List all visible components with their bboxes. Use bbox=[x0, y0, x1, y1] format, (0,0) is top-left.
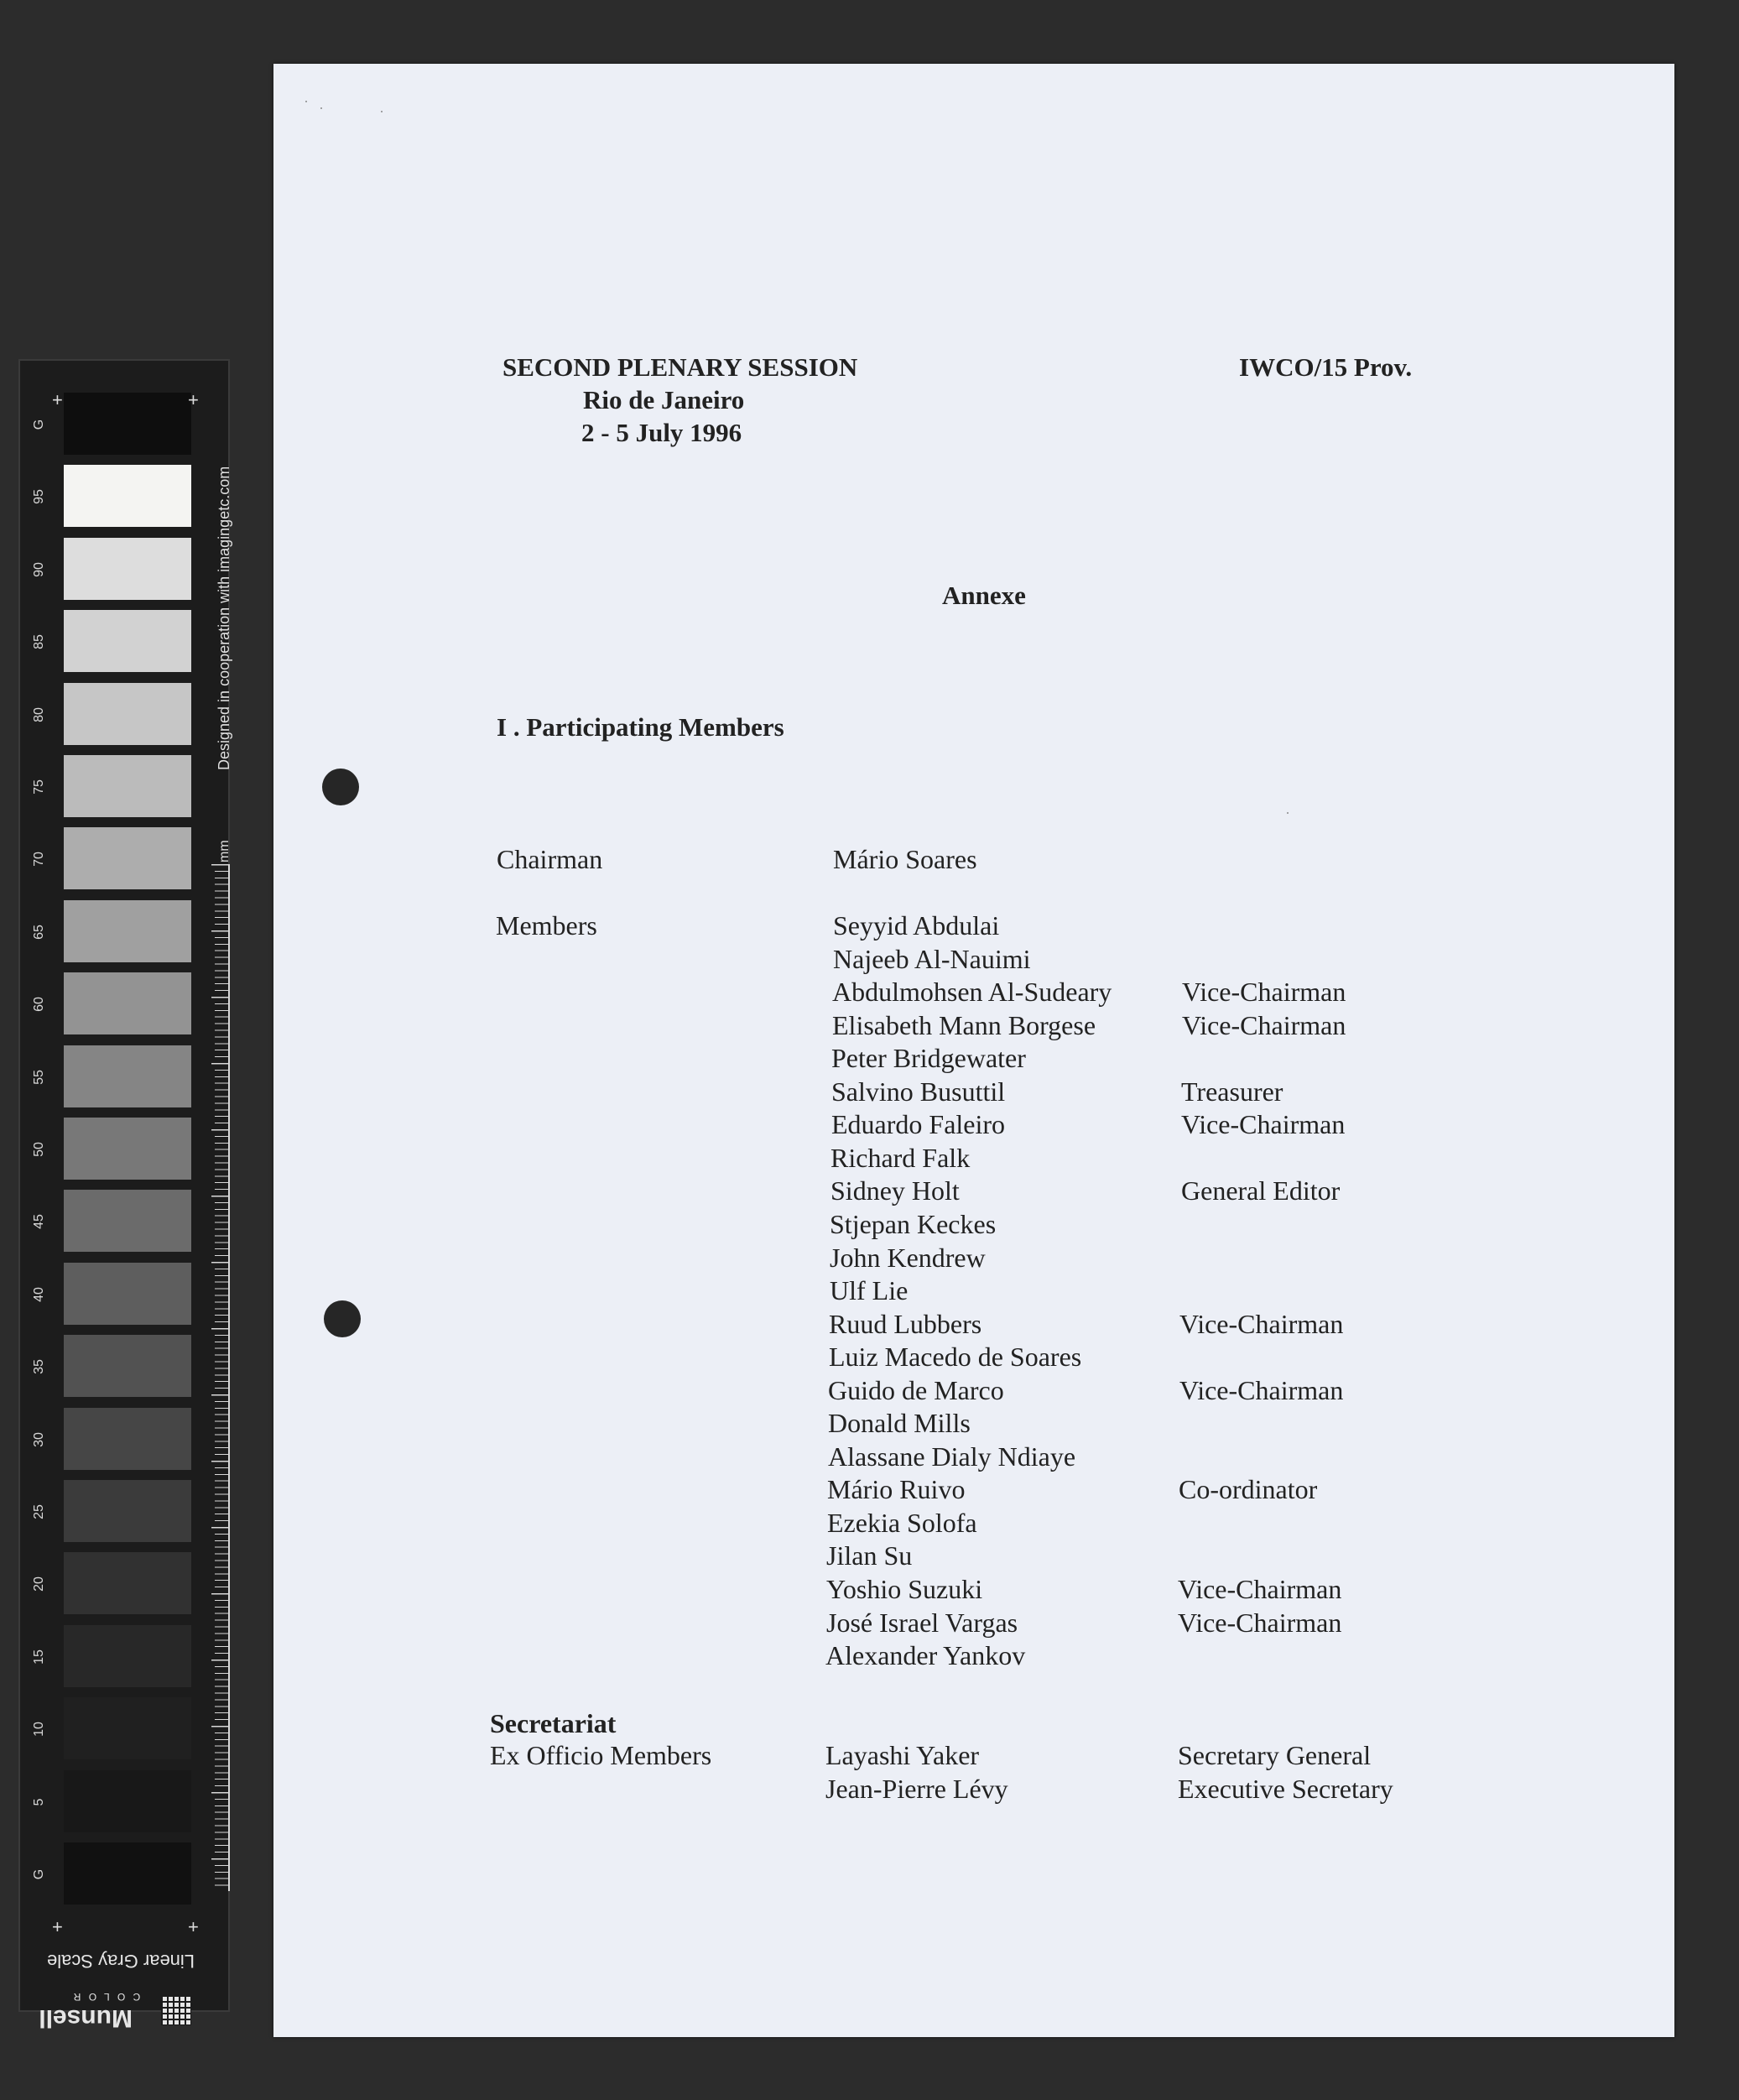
chairman-name: Mário Soares bbox=[833, 844, 977, 874]
punch-hole bbox=[324, 1300, 361, 1337]
member-role: Vice-Chairman bbox=[1182, 1009, 1346, 1040]
secretariat-name: Jean-Pierre Lévy bbox=[825, 1773, 1008, 1804]
member-role: Vice-Chairman bbox=[1181, 1109, 1346, 1140]
member-name: Salvino Busuttil bbox=[831, 1076, 1006, 1107]
gray-scale-target bbox=[18, 359, 232, 2032]
session-title: SECOND PLENARY SESSION bbox=[502, 352, 858, 382]
session-dates: 2 - 5 July 1996 bbox=[581, 418, 742, 447]
member-name: Najeeb Al-Nauimi bbox=[833, 943, 1031, 974]
gray-patch bbox=[64, 465, 191, 527]
gray-scale-label: 40 bbox=[32, 1286, 46, 1302]
member-name: Seyyid Abdulai bbox=[833, 910, 1000, 941]
member-name: José Israel Vargas bbox=[826, 1607, 1018, 1638]
gray-patch bbox=[64, 1552, 191, 1614]
ruler-edge bbox=[228, 864, 230, 1891]
product-name: Linear Gray Scale bbox=[46, 1951, 195, 1972]
chairman-label: Chairman bbox=[497, 844, 603, 874]
gray-patch bbox=[64, 1045, 191, 1107]
ex-officio-label: Ex Officio Members bbox=[490, 1740, 712, 1770]
gray-scale-label: 15 bbox=[32, 1649, 46, 1665]
gray-scale-label: 80 bbox=[32, 706, 46, 722]
member-name: Peter Bridgewater bbox=[831, 1043, 1026, 1074]
gray-scale-label: 50 bbox=[32, 1142, 46, 1157]
member-role: Vice-Chairman bbox=[1182, 977, 1346, 1008]
secretariat-name: Layashi Yaker bbox=[825, 1740, 980, 1770]
gray-scale-label: 35 bbox=[32, 1359, 46, 1375]
members-label: Members bbox=[496, 910, 597, 941]
gray-scale-label: 20 bbox=[32, 1576, 46, 1592]
gray-scale-label: 30 bbox=[32, 1431, 46, 1447]
annexe-title: Annexe bbox=[942, 581, 1026, 610]
paper-speck bbox=[381, 111, 383, 112]
member-role: Vice-Chairman bbox=[1178, 1607, 1342, 1638]
gray-patch bbox=[64, 1335, 191, 1397]
munsell-logo-icon bbox=[161, 1995, 191, 2025]
member-role: Treasurer bbox=[1181, 1076, 1283, 1107]
secretariat-role: Secretary General bbox=[1178, 1740, 1372, 1770]
session-location: Rio de Janeiro bbox=[583, 385, 745, 414]
member-role: Co-ordinator bbox=[1179, 1474, 1318, 1505]
member-name: Stjepan Keckes bbox=[830, 1208, 997, 1239]
gray-scale-label: 85 bbox=[32, 634, 46, 650]
member-name: Luiz Macedo de Soares bbox=[829, 1342, 1082, 1373]
member-name: Elisabeth Mann Borgese bbox=[832, 1009, 1096, 1040]
member-name: Donald Mills bbox=[828, 1408, 971, 1439]
member-name: Ezekia Solofa bbox=[827, 1507, 977, 1538]
member-name: Yoshio Suzuki bbox=[826, 1574, 983, 1604]
section-title: I . Participating Members bbox=[497, 712, 784, 742]
gray-patch bbox=[64, 1263, 191, 1325]
registration-mark-icon: + bbox=[52, 389, 63, 410]
secretariat-role: Executive Secretary bbox=[1178, 1773, 1393, 1804]
gray-patch bbox=[64, 1480, 191, 1542]
member-role: Vice-Chairman bbox=[1178, 1574, 1342, 1604]
gray-scale-label: 55 bbox=[32, 1069, 46, 1085]
member-name: Alassane Dialy Ndiaye bbox=[828, 1441, 1076, 1472]
gray-patch bbox=[64, 1190, 191, 1252]
punch-hole bbox=[322, 769, 359, 805]
paper-speck bbox=[1287, 812, 1289, 814]
member-name: Guido de Marco bbox=[828, 1374, 1004, 1405]
paper-speck bbox=[320, 107, 322, 109]
gray-patch bbox=[64, 1408, 191, 1470]
paper-speck bbox=[305, 101, 307, 102]
gray-scale-label: 45 bbox=[32, 1214, 46, 1230]
registration-mark-icon: + bbox=[188, 1916, 199, 1937]
gray-scale-label: 5 bbox=[32, 1798, 46, 1806]
gray-scale-label: 90 bbox=[32, 561, 46, 577]
gray-scale-label: 65 bbox=[32, 924, 46, 940]
gray-patch bbox=[64, 538, 191, 600]
gray-patch bbox=[64, 610, 191, 672]
member-role: Vice-Chairman bbox=[1179, 1374, 1344, 1405]
gray-patch bbox=[64, 683, 191, 745]
member-name: Mário Ruivo bbox=[827, 1474, 966, 1505]
member-role: Vice-Chairman bbox=[1179, 1308, 1344, 1339]
member-name: Abdulmohsen Al-Sudeary bbox=[832, 977, 1112, 1008]
member-name: Richard Falk bbox=[830, 1142, 971, 1173]
brand-sub: C O L O R bbox=[70, 1991, 141, 2003]
secretariat-title: Secretariat bbox=[490, 1708, 617, 1738]
gray-patch bbox=[64, 393, 191, 455]
gray-patch bbox=[64, 1697, 191, 1759]
gray-patch bbox=[64, 972, 191, 1034]
registration-mark-icon: + bbox=[188, 389, 199, 410]
gray-scale-label: 70 bbox=[32, 852, 46, 868]
unit-label: mm bbox=[217, 840, 232, 862]
member-name: John Kendrew bbox=[830, 1242, 986, 1273]
brand-name: Munsell bbox=[39, 2004, 133, 2032]
gray-patch bbox=[64, 1842, 191, 1905]
gray-patch bbox=[64, 1770, 191, 1832]
credit-text: Designed in cooperation with imagingetc.com bbox=[216, 466, 232, 770]
gray-patch bbox=[64, 827, 191, 889]
member-name: Alexander Yankov bbox=[825, 1640, 1026, 1671]
member-name: Eduardo Faleiro bbox=[831, 1109, 1006, 1140]
gray-scale-label: G bbox=[32, 1868, 46, 1880]
gray-patch bbox=[64, 1625, 191, 1687]
gray-patch bbox=[64, 900, 191, 962]
gray-patch bbox=[64, 755, 191, 817]
document-reference: IWCO/15 Prov. bbox=[1239, 352, 1413, 382]
member-role: General Editor bbox=[1181, 1175, 1341, 1206]
registration-mark-icon: + bbox=[52, 1916, 63, 1937]
gray-scale-label: G bbox=[32, 419, 46, 430]
member-name: Ruud Lubbers bbox=[829, 1308, 982, 1339]
gray-scale-label: 60 bbox=[32, 997, 46, 1013]
gray-scale-label: 75 bbox=[32, 779, 46, 795]
member-name: Ulf Lie bbox=[830, 1275, 909, 1306]
ruler-major-ticks bbox=[211, 864, 230, 1891]
member-name: Sidney Holt bbox=[830, 1175, 960, 1206]
gray-scale-label: 10 bbox=[32, 1722, 46, 1738]
member-name: Jilan Su bbox=[826, 1540, 913, 1571]
document-page bbox=[273, 64, 1674, 2037]
gray-scale-label: 25 bbox=[32, 1504, 46, 1519]
gray-scale-label: 95 bbox=[32, 489, 46, 505]
gray-patch bbox=[64, 1118, 191, 1180]
